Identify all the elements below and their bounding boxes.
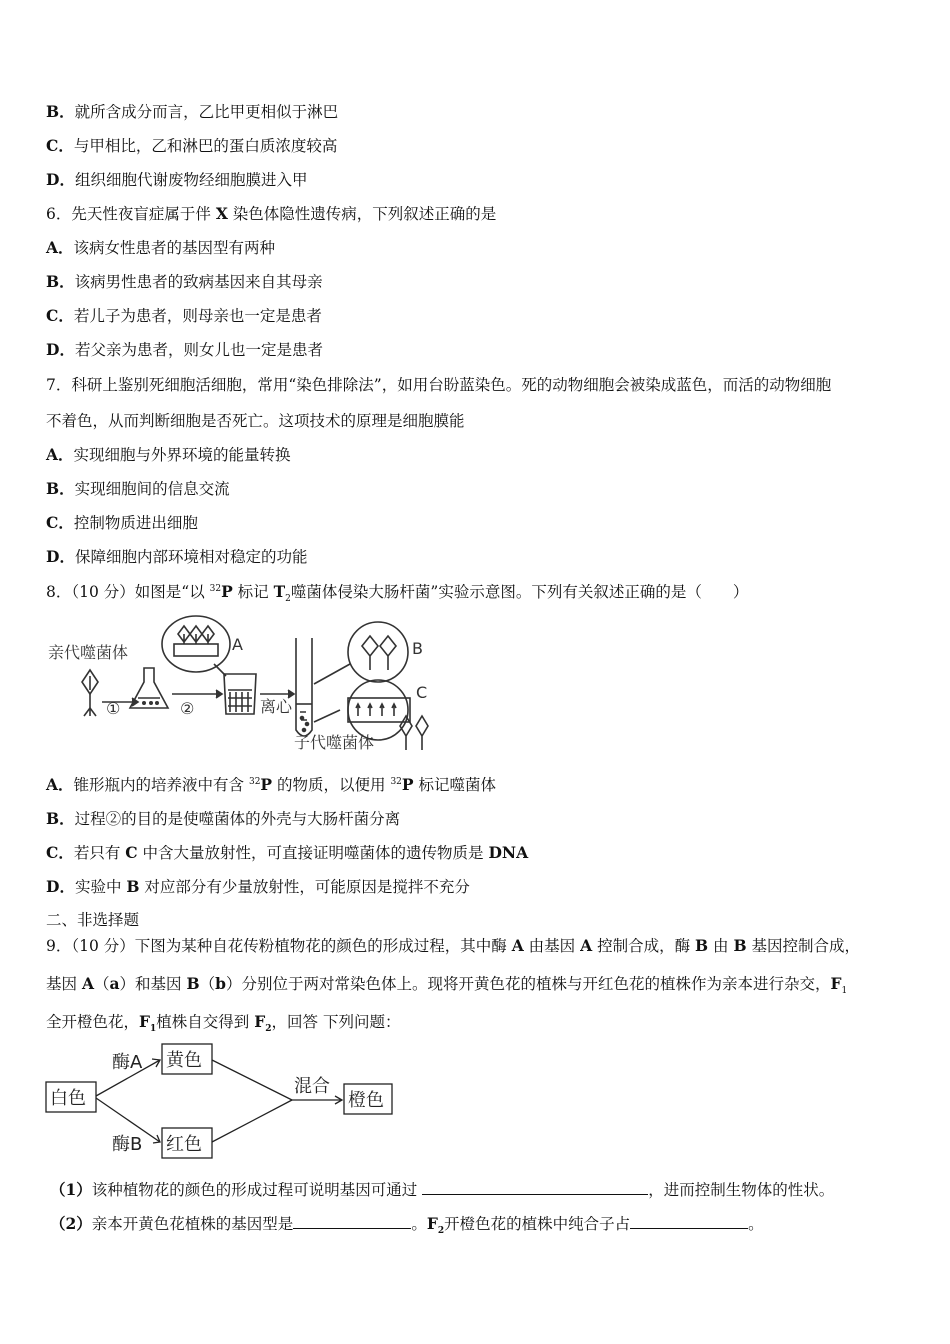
q8-option-c: C．若只有 C 中含大量放射性，可直接证明噬菌体的遗传物质是 DNA (46, 843, 529, 862)
flower-color-pathway-figure (44, 1040, 404, 1166)
section-2-title: 二、非选择题 (46, 911, 140, 929)
parent-phage-icon (82, 670, 98, 716)
q9-stem-line1: 9．（10 分）下图为某种自花传粉植物花的颜色的形成过程，其中酶 A 由基因 A 控制合成，酶 B 由 B 基因控制合成， (46, 936, 861, 955)
offspring-phage-label: 子代噬菌体 (294, 733, 375, 752)
q7-option-a: A．实现细胞与外界环境的能量转换 (46, 445, 291, 464)
q9-sub-1: （1）该种植物花的颜色的形成过程可说明基因可通过 ，进而控制生物体的性状。 (50, 1180, 835, 1199)
circle-c (348, 680, 410, 740)
yellow-label: 黄色 (166, 1050, 202, 1071)
centrifuge-label: 离心 (260, 697, 293, 716)
q6-option-b: B．该病男性患者的致病基因来自其母亲 (46, 272, 323, 291)
q8-stem: 8．（10 分）如图是“以 $^{32}$P 标记 $T_2$噬菌体侵染大肠杆菌”实验示意图。下列有关叙述正确的是（ ） (46, 582, 749, 605)
q8-option-b: B．过程②的目的是使噬菌体的外壳与大肠杆菌分离 (46, 809, 401, 828)
mix-label: 混合 (294, 1076, 330, 1097)
q6-stem: 6．先天性夜盲症属于伴 X 染色体隐性遗传病，下列叙述正确的是 (46, 204, 497, 223)
q6-option-a: A．该病女性患者的基因型有两种 (46, 238, 276, 257)
parent-phage-label: 亲代噬菌体 (48, 643, 129, 662)
red-label: 红色 (166, 1134, 202, 1155)
test-tube-icon (296, 638, 312, 736)
step-2-label: ② (180, 699, 195, 718)
q6-option-c: C．若儿子为患者，则母亲也一定是患者 (46, 306, 322, 325)
f2-inline-label: $F_2$ (426, 1214, 445, 1237)
enzyme-a-label: 酶A (112, 1052, 143, 1073)
q9-stem-line3: 全开橙色花，$F_1$植株自交得到 $F_2$，回答 下列问题： (46, 1012, 401, 1035)
q5-option-b: B．就所含成分而言，乙比甲更相似于淋巴 (46, 102, 339, 121)
q6-option-d: D．若父亲为患者，则女儿也一定是患者 (46, 340, 323, 359)
balloon-a (162, 616, 230, 676)
answer-blank-1[interactable] (422, 1180, 648, 1195)
q7-stem-line2: 不着色，从而判断细胞是否死亡。这项技术的原理是细胞膜能 (46, 412, 465, 430)
label-a: A (232, 635, 243, 654)
f2-label: $F_2$ (254, 1012, 272, 1035)
step-1-label: ① (106, 699, 121, 718)
q5-option-d: D．组织细胞代谢废物经细胞膜进入甲 (46, 170, 308, 189)
q8-option-a: A．锥形瓶内的培养液中有含 $^{32}$P 的物质，以便用 $^{32}$P 标记噬菌体 (46, 775, 496, 794)
label-b: B (412, 639, 423, 658)
answer-blank-2[interactable] (293, 1214, 411, 1229)
orange-label: 橙色 (348, 1090, 384, 1111)
q7-option-c: C．控制物质进出细胞 (46, 513, 198, 532)
label-c: C (416, 683, 428, 702)
offspring-phage-icon (400, 716, 428, 750)
answer-blank-3[interactable] (630, 1214, 748, 1229)
q7-stem-line1: 7．科研上鉴别死细胞活细胞，常用“染色排除法”，如用台盼蓝染色。死的动物细胞会被染成蓝色，而活的动物细胞 (46, 376, 832, 394)
q9-sub-2: （2）亲本开黄色花植株的基因型是 。$F_2$开橙色花的植株中纯合子占 。 (50, 1214, 764, 1237)
q7-option-b: B．实现细胞间的信息交流 (46, 479, 230, 498)
circle-b (348, 622, 408, 682)
phage-experiment-figure (44, 612, 444, 756)
f1-label: $F_1$ (139, 1012, 157, 1035)
white-label: 白色 (50, 1088, 86, 1109)
beaker-icon (224, 674, 256, 714)
q5-option-c: C．与甲相比，乙和淋巴的蛋白质浓度较高 (46, 136, 338, 155)
q8-option-d: D．实验中 B 对应部分有少量放射性，可能原因是搅拌不充分 (46, 877, 470, 896)
q9-stem-line2: 基因 A（a）和基因 B（b）分别位于两对常染色体上。现将开黄色花的植株与开红色花的植株作为亲本进行杂交，$F_1$ (46, 974, 848, 997)
enzyme-b-label: 酶B (112, 1134, 143, 1155)
q7-option-d: D．保障细胞内部环境相对稳定的功能 (46, 547, 308, 566)
